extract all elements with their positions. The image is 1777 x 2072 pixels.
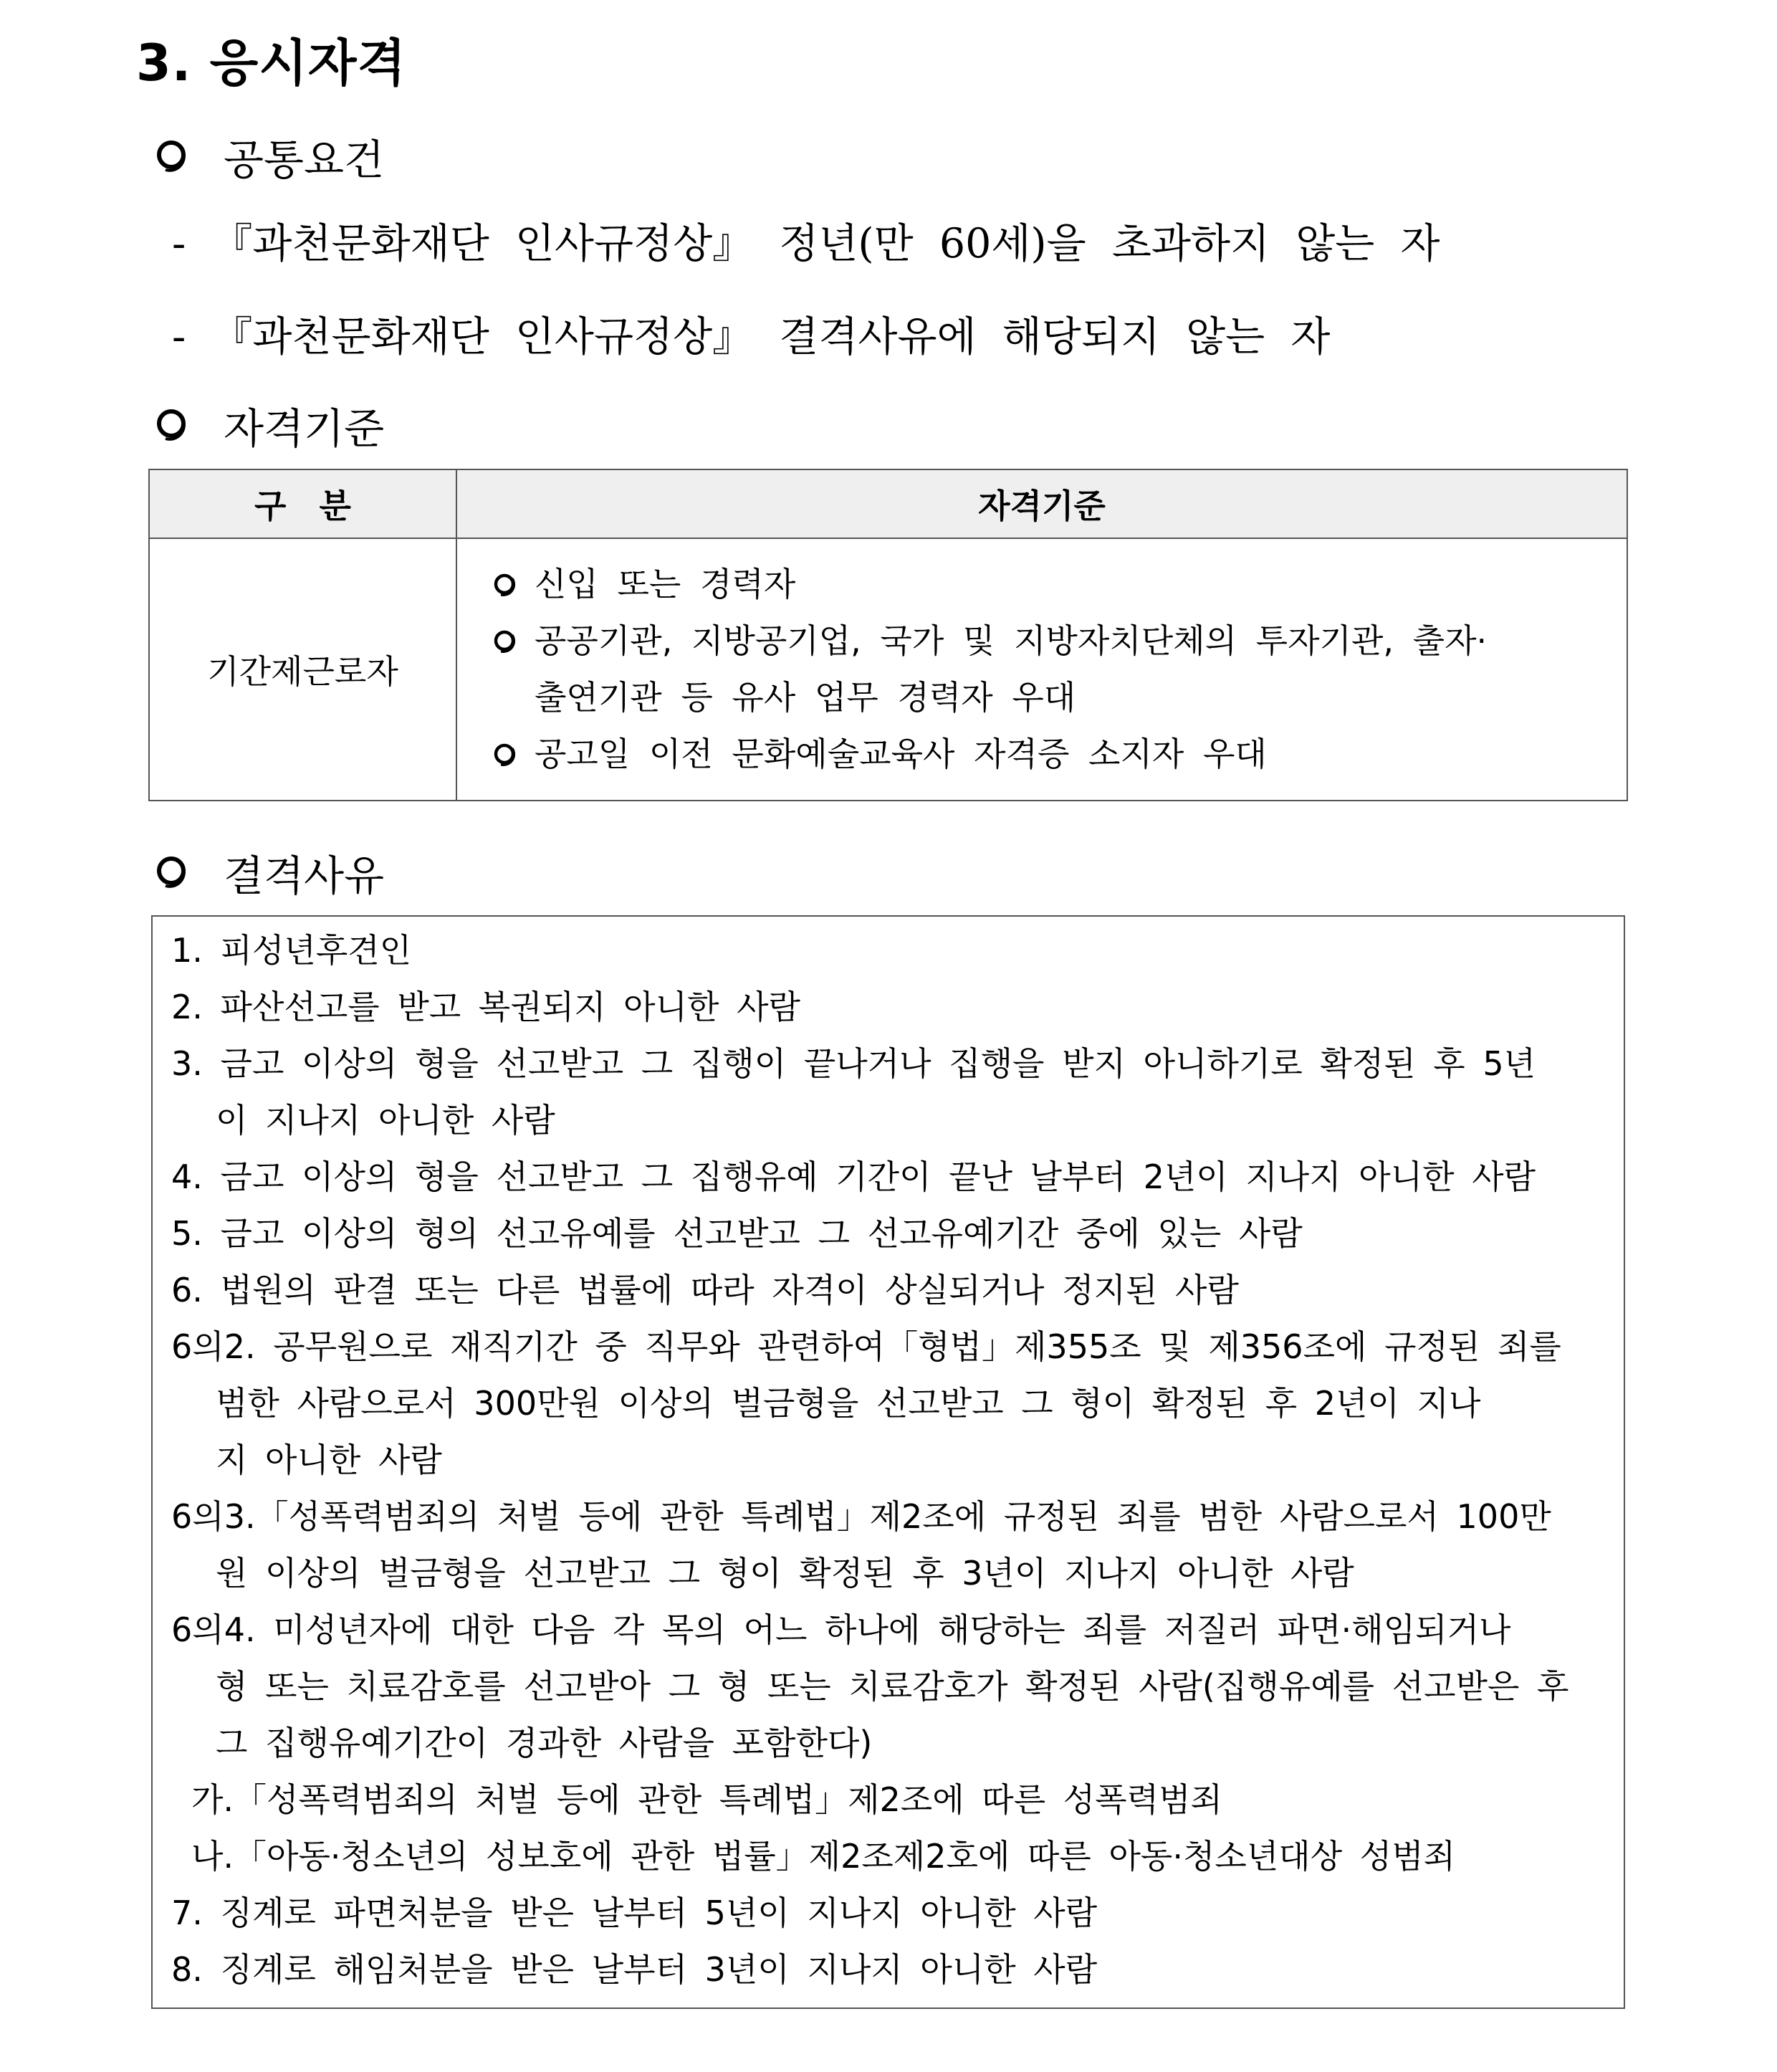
table-row (149, 538, 1627, 801)
list-item (171, 1885, 1611, 1942)
list-item-line: 이 지나지 아니한 사람 (216, 1101, 555, 1140)
list-item (171, 1206, 1611, 1262)
list-item (191, 1772, 1632, 1828)
list-item-line: 4. 금고 이상의 형을 선고받고 그 집행유예 기간이 끝난 날부터 2년이 지나지 아니한 사람 (171, 1157, 1536, 1196)
list-item-line: 5. 금고 이상의 형의 선고유예를 선고받고 그 선고유예기간 중에 있는 사람 (171, 1214, 1303, 1253)
list-item-line: 그 집행유예기간이 경과한 사람을 포함한다) (216, 1724, 873, 1762)
list-item-line: 3. 금고 이상의 형을 선고받고 그 집행이 끝나거나 집행을 받지 아니하기로 확정된 후 5년 (171, 1044, 1536, 1083)
requirement-line-1: - 『과천문화재단 인사규정상』 정년(만 60세)을 초과하지 않는 자 (172, 220, 1440, 267)
page-title: 3. 응시자격 (136, 34, 407, 92)
circle-bullet-icon (150, 850, 195, 894)
criteria-item (493, 726, 1627, 783)
criteria-item (493, 556, 1627, 613)
list-item (171, 922, 1611, 979)
section-heading-common (150, 128, 384, 185)
table-header-row (149, 469, 1627, 538)
list-item (171, 1942, 1611, 1998)
list-item-line: 8. 징계로 해임처분을 받은 날부터 3년이 지나지 아니한 사람 (171, 1950, 1098, 1989)
list-item-line: 6. 법원의 판결 또는 다른 법률에 따라 자격이 상실되거나 정지된 사람 (171, 1271, 1239, 1309)
criteria-item (493, 613, 1627, 726)
header-criteria: 자격기준 (456, 469, 1627, 538)
circle-bullet-icon (493, 613, 522, 669)
disqualification-box (151, 915, 1625, 2009)
list-item-line: 원 이상의 벌금형을 선고받고 그 형이 확정된 후 3년이 지나지 아니한 사람 (216, 1554, 1354, 1593)
section-heading-disqualification (150, 844, 384, 901)
circle-bullet-icon (150, 134, 195, 178)
section-heading-common-label: 공통요건 (224, 135, 385, 184)
criteria-text: 공공기관, 지방공기업, 국가 및 지방자치단체의 투자기관, 출자·출연기관 등 유사 업무 경력자 우대 (535, 621, 1488, 717)
section-heading-qualification (150, 396, 384, 454)
list-item-line: 범한 사람으로서 300만원 이상의 벌금형을 선고받고 그 형이 확정된 후 2년이 지나 (216, 1384, 1481, 1423)
list-item-line: 6의4. 미성년자에 대한 다음 각 목의 어느 하나에 해당하는 죄를 저질러 파면·해임되거나 (171, 1610, 1511, 1649)
criteria-cell (456, 538, 1627, 801)
list-item-line: 나.「아동·청소년의 성보호에 관한 법률」제2조제2호에 따른 아동·청소년대상 성범죄 (191, 1837, 1456, 1876)
qualification-table (148, 469, 1628, 801)
list-item-line: 지 아니한 사람 (216, 1441, 442, 1479)
list-item-line: 형 또는 치료감호를 선고받아 그 형 또는 치료감호가 확정된 사람(집행유예를 선고받은 후 (216, 1667, 1569, 1706)
list-item-line: 1. 피성년후견인 (171, 931, 412, 970)
list-item (171, 979, 1611, 1036)
list-item (171, 1036, 1611, 1149)
list-item (191, 1828, 1632, 1885)
criteria-text: 공고일 이전 문화예술교육사 자격증 소지자 우대 (535, 735, 1267, 773)
list-item (171, 1489, 1611, 1602)
circle-bullet-icon (150, 403, 195, 447)
circle-bullet-icon (493, 556, 522, 613)
list-item (171, 1262, 1611, 1319)
list-item-line: 6의3.「성폭력범죄의 처벌 등에 관한 특례법」제2조에 규정된 죄를 범한 사람으로서 100만 (171, 1497, 1551, 1536)
list-item-line: 6의2. 공무원으로 재직기간 중 직무와 관련하여「형법」제355조 및 제356조에 규정된 죄를 (171, 1327, 1561, 1366)
list-item (171, 1319, 1611, 1489)
list-item (171, 1149, 1611, 1206)
category-cell: 기간제근로자 (149, 538, 456, 801)
requirement-line-2: - 『과천문화재단 인사규정상』 결격사유에 해당되지 않는 자 (172, 313, 1331, 361)
list-item-line: 7. 징계로 파면처분을 받은 날부터 5년이 지나지 아니한 사람 (171, 1894, 1098, 1932)
list-item-line: 2. 파산선고를 받고 복권되지 아니한 사람 (171, 988, 800, 1026)
header-category: 구 분 (149, 469, 456, 538)
section-heading-qualification-label: 자격기준 (224, 404, 385, 453)
circle-bullet-icon (493, 726, 522, 783)
list-item-line: 가.「성폭력범죄의 처벌 등에 관한 특례법」제2조에 따른 성폭력범죄 (191, 1780, 1222, 1819)
list-item (171, 1602, 1611, 1772)
criteria-text: 신입 또는 경력자 (535, 565, 796, 603)
section-heading-disqualification-label: 결격사유 (224, 851, 385, 900)
